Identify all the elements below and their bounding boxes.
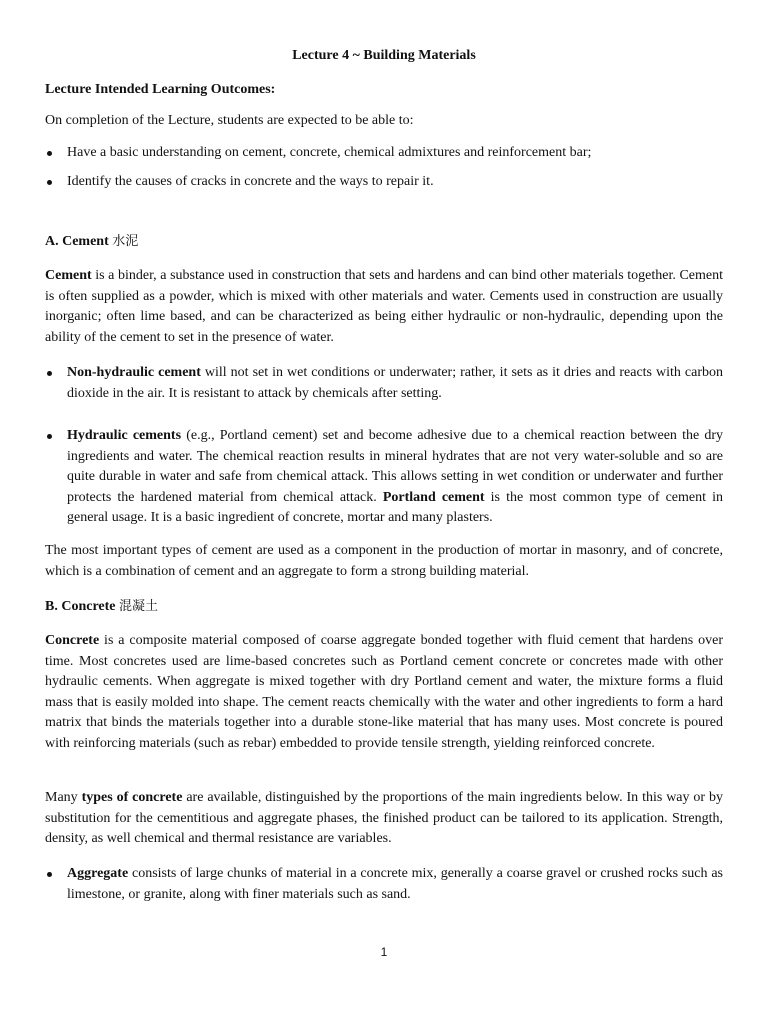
bullet-text: is the most common type of cement in general usage. It is a basic ingredient of concrete, mortar and many plasters.	[67, 489, 723, 525]
ilo-bullet-text: Have a basic understanding on cement, concrete, chemical admixtures and reinforcement bar;	[67, 145, 592, 160]
term-hydraulic-cements: Hydraulic cements	[67, 428, 182, 443]
term-aggregate: Aggregate	[67, 866, 129, 881]
ilo-bullet-1	[46, 143, 723, 164]
cement-paragraph-2: The most important types of cement are used as a component in the production of mortar in masonry, and of concrete, which is a combination of cement and an aggregate to form a strong building material.	[45, 543, 723, 579]
paragraph-text: are available, distinguished by the proportions of the main ingredients below. In this way or by substitution for the cementitious and aggregate phases, the finished product can be tailored to its application. Strength, density, as well chemical and thermal resistance are variables.	[45, 790, 723, 846]
paragraph-text: is a binder, a substance used in construction that sets and hardens and can bind other materials together. Cement is often supplied as a powder, which is mixed with other materials and water. Cements used in construction are usually inorganic; often lime based, and can be characterized as being either hydraulic or non-hydraulic, depending upon the ability of the cement to set in the presence of water.	[45, 268, 723, 345]
section-heading-cjk: 混凝土	[119, 599, 159, 614]
paragraph-text: Many	[45, 790, 82, 805]
cement-bullet-hydraulic	[46, 426, 723, 529]
section-heading-cement	[45, 232, 723, 253]
ilo-bullet-2	[46, 172, 723, 193]
paragraph-text: is a composite material composed of coarse aggregate bonded together with fluid cement that hardens over time. Most concretes used are lime-based concretes such as Portland cement concrete or concretes made with other hydraulic cements. When aggregate is mixed together with dry Portland cement and water, the mixture forms a fluid mass that is easily molded into shape. The cement reacts chemically with the water and other ingredients to form a hard matrix that binds the materials together into a durable stone-like material that has many uses. Most concrete is poured with reinforcing materials (such as rebar) embedded to provide tensile strength, yielding reinforced concrete.	[45, 633, 723, 751]
term-non-hydraulic-cement: Non-hydraulic cement	[67, 365, 201, 380]
concrete-paragraph-2	[45, 788, 723, 850]
concrete-paragraph-1	[45, 631, 723, 754]
page-title: Lecture 4 ~ Building Materials	[292, 48, 476, 63]
ilo-heading: Lecture Intended Learning Outcomes:	[45, 82, 276, 97]
term-cement: Cement	[45, 268, 92, 283]
term-types-of-concrete: types of concrete	[81, 790, 183, 805]
page-number: 1	[380, 945, 388, 959]
ilo-bullet-text: Identify the causes of cracks in concrete and the ways to repair it.	[67, 174, 434, 189]
ilo-intro: On completion of the Lecture, students are expected to be able to:	[45, 113, 414, 128]
bullet-text: will not set in wet conditions or underwater; rather, it sets as it dries and reacts with carbon dioxide in the air. It is resistant to attack by chemicals after setting.	[67, 365, 723, 401]
section-heading-text: A. Cement	[45, 234, 109, 249]
section-heading-cjk: 水泥	[112, 234, 139, 249]
bullet-text: (e.g., Portland cement) set and become adhesive due to a chemical reaction between the dry ingredients and water. The chemical reaction results in mineral hydrates that are not very water-soluble and so are quite durable in water and safe from chemical attack. This allows setting in wet condition or underwater and further protects the hardened material from chemical attack.	[67, 428, 724, 505]
section-heading-text: B. Concrete	[45, 599, 116, 614]
term-concrete: Concrete	[45, 633, 100, 648]
term-portland-cement: Portland cement	[382, 489, 485, 505]
bullet-text: consists of large chunks of material in a concrete mix, generally a coarse gravel or crushed rocks such as limestone, or granite, along with finer materials such as sand.	[67, 866, 723, 902]
concrete-bullet-aggregate	[46, 864, 723, 905]
cement-paragraph-1	[45, 266, 723, 348]
cement-bullet-nonhydraulic	[46, 363, 723, 404]
section-heading-concrete	[45, 597, 723, 618]
